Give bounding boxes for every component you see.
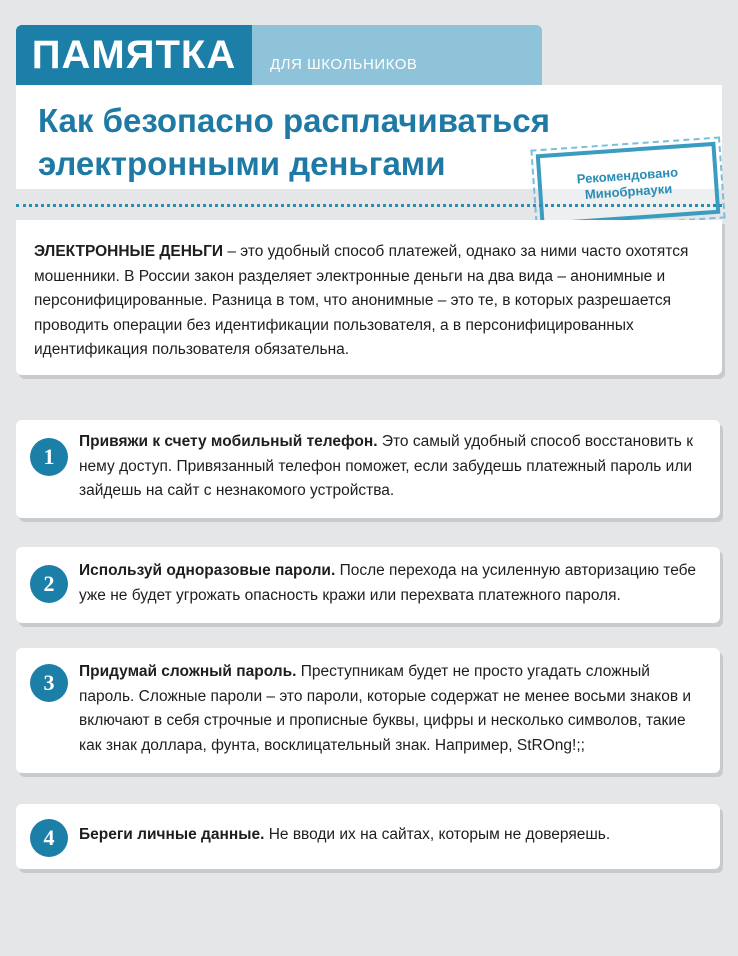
page-title: Как безопасно расплачиваться электронными деньгами [38, 102, 550, 182]
intro-term: ЭЛЕКТРОННЫЕ ДЕНЬГИ [34, 243, 224, 260]
step-text [79, 660, 709, 758]
step-text [79, 823, 709, 848]
step-heading: Используй одноразовые пароли. [79, 562, 336, 579]
step-number-badge: 2 [30, 565, 68, 603]
step-text [79, 430, 709, 504]
step-body: Не вводи их на сайтах, которым не доверяешь. [264, 826, 611, 843]
ministry-stamp [536, 142, 721, 226]
stamp-line-1: Рекомендовано [576, 164, 679, 187]
audience-label: ДЛЯ ШКОЛЬНИКОВ [252, 25, 542, 85]
step-body: Преступникам будет не просто угадать сложный пароль. Сложные пароли – это пароли, которые содержат не менее восьми знаков и включают в себя строчные и прописные буквы, цифры и несколько символов, такие как знак доллара, фунта, восклицательный знак. Например, StROng!;; [79, 663, 692, 754]
step-body: Это самый удобный способ восстановить к нему доступ. Привязанный телефон поможет, если забудешь платежный пароль или зайдешь на сайт с незнакомого устройства. [79, 433, 693, 499]
step-card-3 [16, 648, 720, 773]
step-number-badge: 1 [30, 438, 68, 476]
step-number-badge: 4 [30, 819, 68, 857]
step-number-badge: 3 [30, 664, 68, 702]
step-card-1 [16, 420, 720, 518]
intro-body: – это удобный способ платежей, однако за ними часто охотятся мошенники. В России закон разделяет электронные деньги на два вида – анонимные и персонифицированные. Разница в том, что анонимные – это те, в которых разрешается проводить операции без идентификации пользователя, а в персонифицированных идентификация пользователя обязательна. [34, 243, 689, 358]
memo-label: ПАМЯТКА [16, 25, 252, 85]
intro-card [16, 220, 722, 375]
step-body: После перехода на усиленную авторизацию тебе уже не будет угрожать опасность кражи или перехвата платежного пароля. [79, 562, 696, 604]
step-heading: Придумай сложный пароль. [79, 663, 297, 680]
step-card-2 [16, 547, 720, 623]
header-tab [16, 25, 542, 85]
dotted-divider [16, 204, 722, 207]
step-card-4 [16, 804, 720, 869]
stamp-line-2: Минобрнауки [584, 180, 673, 203]
intro-text [34, 240, 704, 363]
step-heading: Береги личные данные. [79, 826, 265, 843]
step-text [79, 559, 709, 608]
step-heading: Привяжи к счету мобильный телефон. [79, 433, 378, 450]
